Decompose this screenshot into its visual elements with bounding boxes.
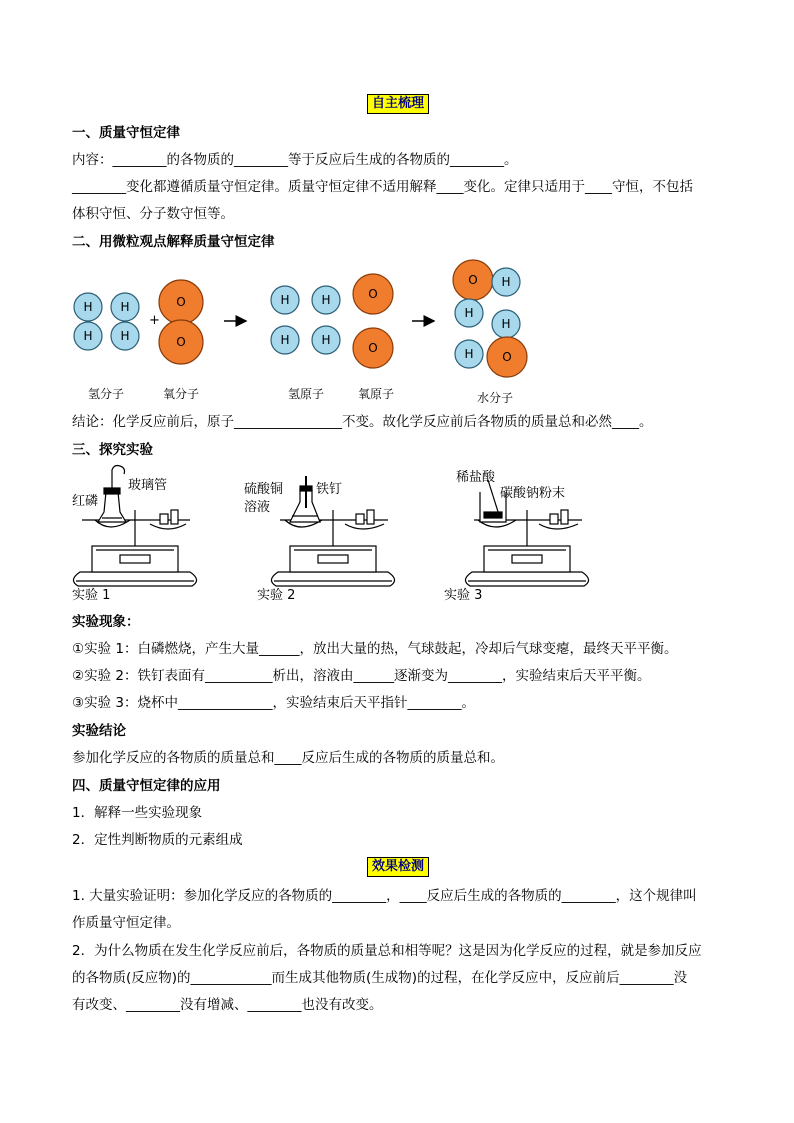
particle-conclusion: 结论：化学反应前后，原子________________不变。故化学反应前后各物质的质量总和必然____。 [72,414,653,430]
content-line-2: ________变化都遵循质量守恒定律。质量守恒定律不适用解释____变化。定律只适用于____守恒，不包括 [72,179,693,195]
question-1-line-1: 1. 大量实验证明：参加化学反应的各物质的________，____反应后生成的各物质的________，这个规律叫 [72,888,697,904]
heading-conservation-law: 一、质量守恒定律 [72,125,180,141]
svg-text:H: H [501,275,511,289]
svg-text:H: H [280,293,290,307]
experiment-conclusion: 参加化学反应的各物质的质量总和____反应后生成的各物质的质量总和。 [72,750,504,766]
heading-experiment-conclusion: 实验结论 [72,723,126,739]
svg-text:O: O [368,287,378,301]
separated-atoms [271,274,393,368]
svg-text:H: H [83,329,93,343]
label-experiment-3: 实验 3 [444,588,483,603]
label-dilute-hcl: 稀盐酸 [456,470,496,485]
conical-flask-icon [98,466,126,523]
phenomenon-1: ①实验 1：白磷燃烧，产生大量______，放出大量的热，气球鼓起，冷却后气球变瘪，最终天平平衡。 [72,641,678,657]
weights-icon [550,510,568,524]
svg-text:H: H [321,293,331,307]
oxygen-molecule [159,280,203,364]
content-line-1: 内容：________的各物质的________等于反应后生成的各物质的________。 [72,152,518,168]
svg-text:H: H [120,329,130,343]
label-experiment-2: 实验 2 [257,588,296,603]
water-molecules [453,260,527,377]
svg-text:H: H [280,333,290,347]
phenomenon-3: ③实验 3：烧杯中______________，实验结束后天平指针________。 [72,695,475,711]
label-glass-tube: 玻璃管 [128,478,168,493]
caption-hydrogen-molecule: 氢分子 [88,387,125,401]
label-solution: 溶液 [244,500,271,515]
experiment-apparatus [0,462,794,592]
label-experiment-1: 实验 1 [72,588,111,603]
caption-oxygen-atom: 氧原子 [358,387,395,401]
question-2-line-3: 有改变、________没有增减、________也没有改变。 [72,997,383,1013]
heading-particle-view: 二、用微粒观点解释质量守恒定律 [72,234,275,250]
weights-icon [160,510,178,524]
heading-phenomena: 实验现象： [72,614,140,630]
svg-text:H: H [120,300,130,314]
content-line-3: 体积守恒、分子数守恒等。 [72,206,234,222]
caption-water-molecule: 水分子 [477,391,514,405]
svg-text:H: H [501,317,511,331]
label-iron-nail: 铁钉 [316,482,343,497]
heading-experiments: 三、探究实验 [72,442,153,458]
svg-text:O: O [176,335,186,349]
svg-text:H: H [464,306,474,320]
hydrogen-molecules [74,293,139,350]
section-badge-self-study: 自主梳理 [367,94,429,114]
svg-text:H: H [83,300,93,314]
label-red-phosphorus: 红磷 [72,494,99,509]
svg-text:O: O [176,295,186,309]
svg-text:O: O [502,350,512,364]
molecule-diagram [0,252,794,402]
svg-text:O: O [368,341,378,355]
caption-hydrogen-atom: 氢原子 [288,387,325,401]
heading-applications: 四、质量守恒定律的应用 [72,778,221,794]
application-item-1: 1．解释一些实验现象 [72,805,203,821]
question-2-line-2: 的各物质(反应物)的____________而生成其他物质(生成物)的过程，在化学反应中，反应前后________没 [72,970,688,986]
label-copper-sulfate: 硫酸铜 [244,482,284,497]
caption-oxygen-molecule: 氧分子 [163,387,200,401]
question-1-line-2: 作质量守恒定律。 [72,915,180,931]
plus-sign: + [149,313,160,328]
phenomenon-2: ②实验 2：铁钉表面有__________析出，溶液由______逐渐变为________，实验结束后天平平衡。 [72,668,651,684]
svg-text:H: H [464,347,474,361]
weights-icon [356,510,374,524]
section-badge-check: 效果检测 [367,857,429,877]
svg-text:H: H [321,333,331,347]
label-sodium-carbonate: 碳酸钠粉末 [500,486,566,501]
svg-text:O: O [468,273,478,287]
application-item-2: 2．定性判断物质的元素组成 [72,832,243,848]
question-2-line-1: 2．为什么物质在发生化学反应前后，各物质的质量总和相等呢？这是因为化学反应的过程，就是参加反应 [72,943,702,959]
